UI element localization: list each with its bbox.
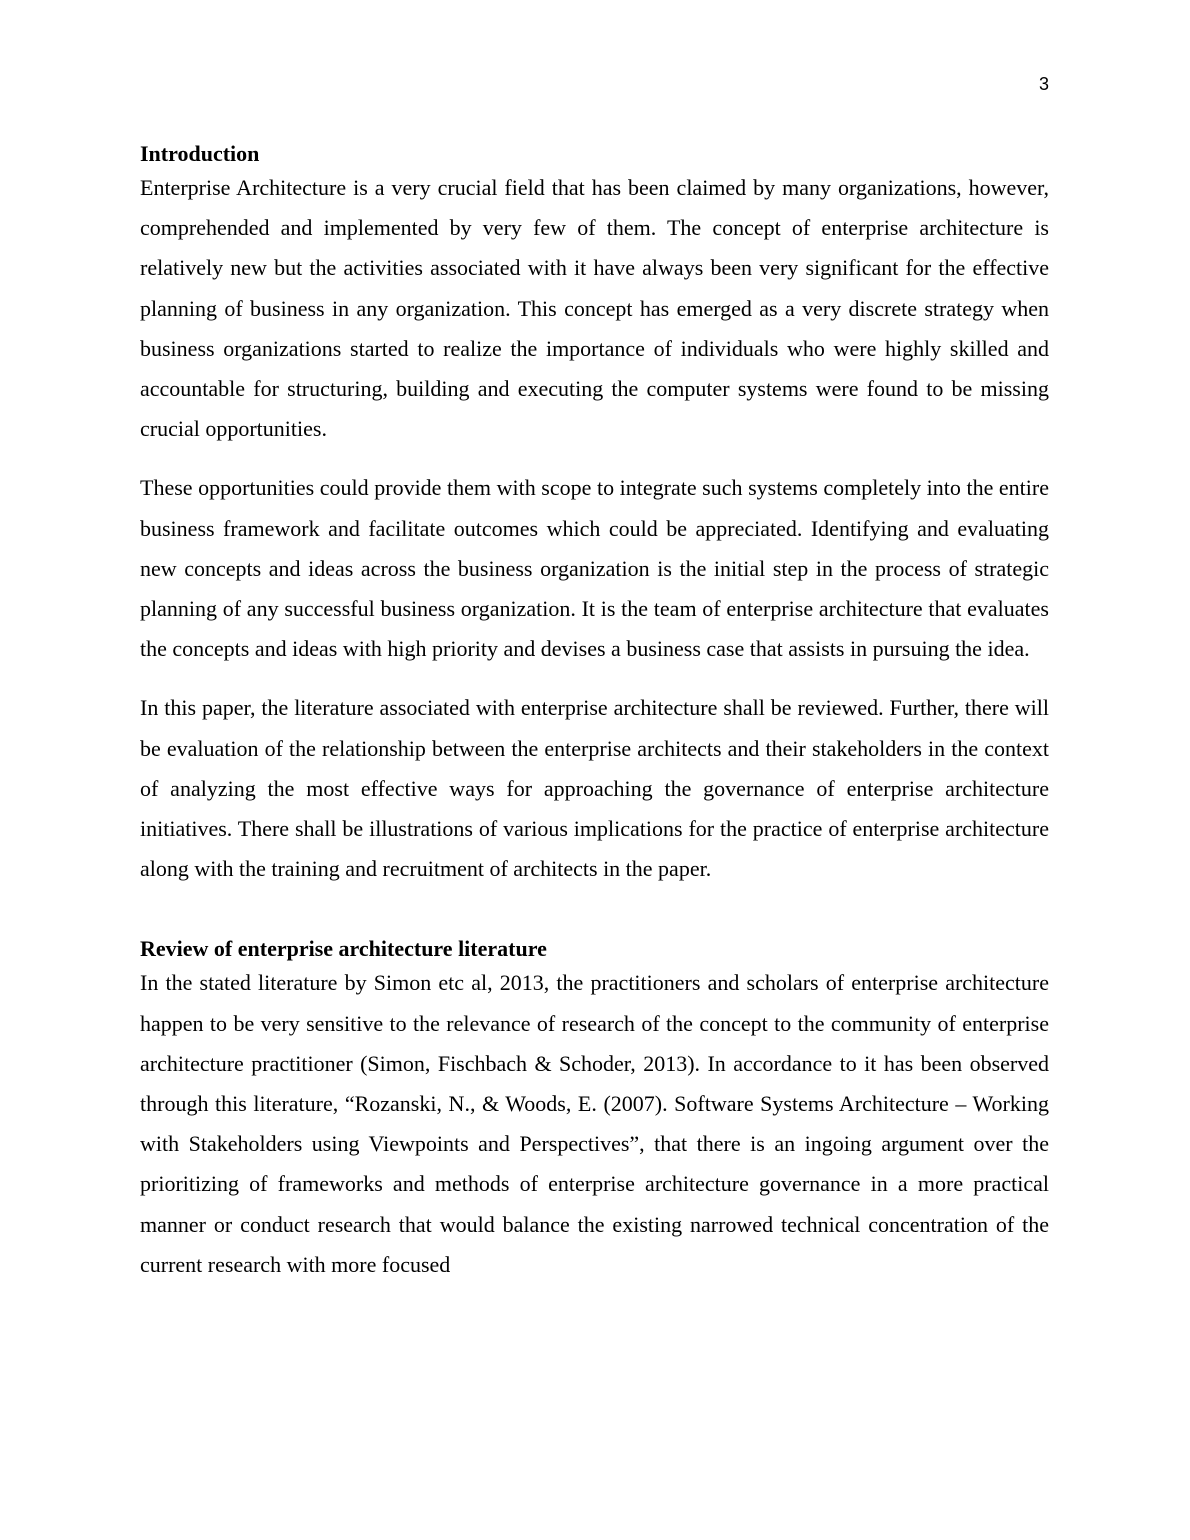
paragraph: These opportunities could provide them with scope to integrate such systems completely into the entire business framework and facilitate outcomes which could be appreciated. Identifying and evaluating new concepts and ideas across the business organization is the initial step in the process of strategic planning of any successful business organization. It is the team of enterprise architecture that evaluates the concepts and ideas with high priority and devises a business case that assists in pursuing the idea. xyxy=(140,475,1049,662)
section-spacer xyxy=(140,889,1049,935)
paragraph: In the stated literature by Simon etc al, 2013, the practitioners and scholars of enterprise architecture happen to be very sensitive to the relevance of research of the concept to the community of enterprise architecture practitioner (Simon, Fischbach & Schoder, 2013). In accordance to it has been observed through this literature, “Rozanski, N., & Woods, E. (2007). Software Systems Architecture – Working with Stakeholders using Viewpoints and Perspectives”, that there is an ingoing argument over the prioritizing of frameworks and methods of enterprise architecture governance in a more practical manner or conduct research that would balance the existing narrowed technical concentration of the current research with more focused xyxy=(140,970,1049,1277)
section-introduction xyxy=(140,140,1049,889)
paragraph: Enterprise Architecture is a very crucial field that has been claimed by many organizations, however, comprehended and implemented by very few of them. The concept of enterprise architecture is relatively new but the activities associated with it have always been very significant for the effective planning of business in any organization. This concept has emerged as a very discrete strategy when business organizations started to realize the importance of individuals who were highly skilled and accountable for structuring, building and executing the computer systems were found to be missing crucial opportunities. xyxy=(140,175,1049,442)
section-heading: Review of enterprise architecture literature xyxy=(140,936,547,962)
document-body xyxy=(140,140,1049,1285)
page-number: 3 xyxy=(1038,74,1049,94)
paragraph: In this paper, the literature associated with enterprise architecture shall be reviewed. Further, there will be evaluation of the relationship between the enterprise architects and their stakeholders in the context of analyzing the most effective ways for approaching the governance of enterprise architecture initiatives. There shall be illustrations of various implications for the practice of enterprise architecture along with the training and recruitment of architects in the paper. xyxy=(140,695,1049,882)
section-literature-review xyxy=(140,935,1049,1285)
section-heading: Introduction xyxy=(140,141,260,166)
